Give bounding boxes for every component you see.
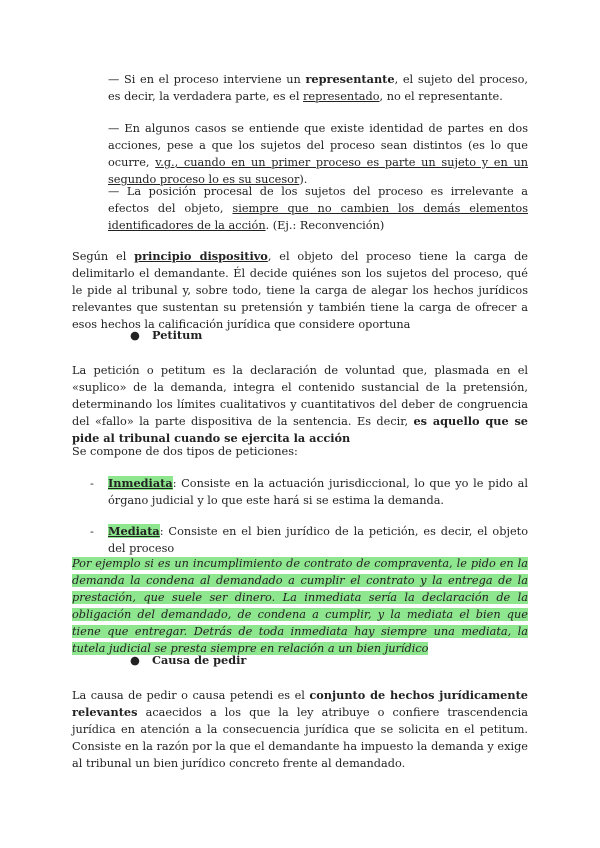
heading-causa-pedir [130,652,246,669]
example-sucesor: v.g., cuando en un primer proceso es parte un sujeto y en un segundo proceso lo es su sucesor [108,156,528,186]
condition-elementos: siempre que no cambien los demás elementos identificadores de la acción [108,202,528,232]
heading-petitum-label: Petitum [152,328,203,342]
heading-petitum [130,327,202,344]
term-representante: representante [305,72,395,86]
paragraph-peticion: La petición o petitum es la declaración de voluntad que, plasmada en el «suplico» de la demanda, integra el contenido sustancial de la pretensión, determinando los límites cualitativos y cuantitativos del deber de congruencia del «fallo» la parte dispositiva de la sentencia. Es decir, es aquello que se pide al tribunal cuando se ejercita la acción [72,364,528,445]
list-item-mediata: Mediata: Consiste en el bien jurídico de la petición, es decir, el objeto del proceso [108,524,528,555]
term-representado: representado [303,90,380,103]
paragraph-identidad-partes: — En algunos casos se entiende que existe identidad de partes en dos acciones, pese a que los sujetos del proceso sean distintos (es lo que ocurre, v.g., cuando en un primer proceso es parte un sujeto y en un segundo proceso lo es su sucesor). [108,122,528,186]
term-principio-dispositivo: principio dispositivo [134,249,268,263]
highlighted-example [72,555,528,657]
definition-petitum: es aquello que se pide al tribunal cuando se ejercita la acción [72,414,528,445]
paragraph-representante: — Si en el proceso interviene un representante, el sujeto del proceso, es decir, la verdadera parte, es el representado, no el representante. [108,72,529,103]
bullet-icon: ● [130,653,140,667]
bullet-icon: ● [130,328,140,342]
term-inmediata: Inmediata [108,476,173,490]
heading-causa-pedir-label: Causa de pedir [152,653,247,667]
list-item-inmediata: Inmediata: Consiste en la actuación jurisdiccional, lo que yo le pido al órgano judicial y lo que este hará si se estima la demanda. [108,476,528,507]
example-text: Por ejemplo si es un incumplimiento de contrato de compraventa, le pido en la demanda la condena al demandado a cumplir el contrato y la entrega de la prestación, que suele ser dinero. La inmediata sería la declaración de la obligación del demandado, de condena a cumplir, y la mediata el bien que tiene que entregar. Detrás de toda inmediata hay siempre una mediata, la tutela judicial se presta siempre en relación a un bien jurídico [72,557,528,655]
paragraph-posicion-procesal: — La posición procesal de los sujetos del proceso es irrelevante a efectos del objeto, siempre que no cambien los demás elementos identificadores de la acción. (Ej.: Reconvención) [108,185,528,232]
paragraph-causa-pedir: La causa de pedir o causa petendi es el conjunto de hechos jurídicamente relevantes acaecidos a los que la ley atribuye o confiere trascendencia jurídica en atención a la consecuencia jurídica que se solicita en el petitum. Consiste en la razón por la que el demandante ha impuesto la demanda y exige al tribunal un bien jurídico concreto frente al demandado. [72,688,528,770]
term-mediata: Mediata [108,524,160,538]
list-dash-icon: - [90,525,94,538]
paragraph-principio-dispositivo: Según el principio dispositivo, el objeto del proceso tiene la carga de delimitarlo el demandante. Él decide quiénes son los sujetos del proceso, qué le pide al tribunal y, sobre todo, tiene la carga de alegar los hechos jurídicos relevantes que sustentan su pretensión y también tiene la carga de ofrecer a esos hechos la calificación jurídica que considere oportuna [72,249,528,331]
definition-causa-pedir: conjunto de hechos jurídicamente relevantes [72,688,528,719]
list-dash-icon: - [90,477,94,490]
paragraph-tipos-peticiones: Se compone de dos tipos de peticiones: [72,445,298,458]
